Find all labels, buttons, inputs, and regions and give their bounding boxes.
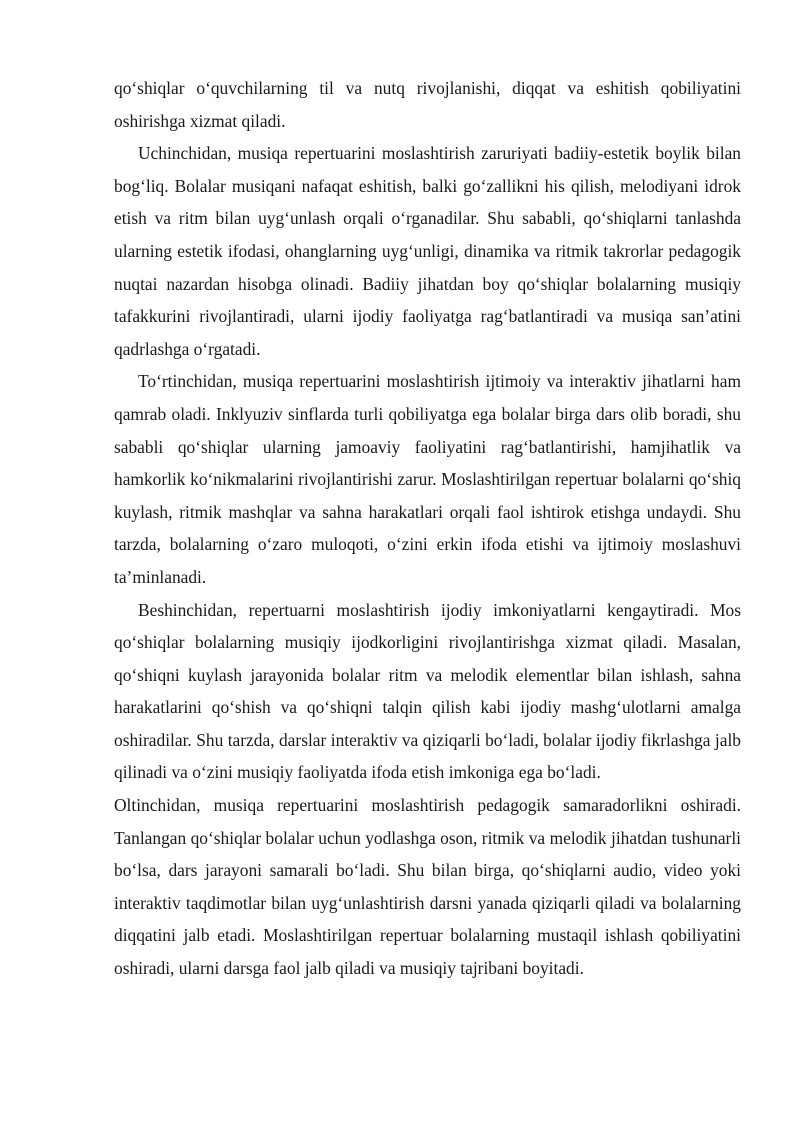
paragraph-continuation: qo‘shiqlar o‘quvchilarning til va nutq rivojlanishi, diqqat va eshitish qobiliyatini oshirishga xizmat qiladi. — [114, 78, 741, 131]
paragraph-third-point: Uchinchidan, musiqa repertuarini moslashtirish zaruriyati badiiy-estetik boylik bilan bog‘liq. Bolalar musiqani nafaqat eshitish, balki go‘zallikni his qilish, melodiyani idrok etish va ritm bilan uyg‘unlash orqali o‘rganadilar. Shu sababli, qo‘shiqlarni tanlashda ularning estetik ifodasi, ohanglarning uyg‘unligi, dinamika va ritmik takrorlar pedagogik nuqtai nazardan hisobga olinadi. Badiiy jihatdan boy qo‘shiqlar bolalarning musiqiy tafakkurini rivojlantiradi, ularni ijodiy faoliyatga rag‘batlantiradi va musiqa san’atini qadrlashga o‘rgatadi. — [114, 143, 741, 359]
paragraph-fifth-point: Beshinchidan, repertuarni moslashtirish ijodiy imkoniyatlarni kengaytiradi. Mos qo‘shiqlar bolalarning musiqiy ijodkorligini rivojlantirishga xizmat qiladi. Masalan, qo‘shiqni kuylash jarayonida bolalar ritm va melodik elementlar bilan ishlash, sahna harakatlarini qo‘shish va qo‘shiqni talqin qilish kabi ijodiy mashg‘ulotlarni amalga oshiradilar. Shu tarzda, darslar interaktiv va qiziqarli bo‘ladi, bolalar ijodiy fikrlashga jalb qilinadi va o‘zini musiqiy faoliyatda ifoda etish imkoniga ega bo‘ladi. — [114, 599, 741, 783]
paragraph-sixth-point: Oltinchidan, musiqa repertuarini moslashtirish pedagogik samaradorlikni oshiradi. Tanlangan qo‘shiqlar bolalar uchun yodlashga oson, ritmik va melodik jihatdan tushunarli bo‘lsa, dars jarayoni samarali bo‘ladi. Shu bilan birga, qo‘shiqlarni audio, video yoki interaktiv taqdimotlar bilan uyg‘unlashtirish darsni yanada qiziqarli qiladi va bolalarning diqqatini jalb etadi. Moslashtirilgan repertuar bolalarning mustaqil ishlash qobiliyatini oshiradi, ularni darsga faol jalb qiladi va musiqiy tajribani boyitadi. — [114, 795, 741, 979]
paragraph-fourth-point: To‘rtinchidan, musiqa repertuarini moslashtirish ijtimoiy va interaktiv jihatlarni ham qamrab oladi. Inklyuziv sinflarda turli qobiliyatga ega bolalar birga dars olib boradi, shu sababli qo‘shiqlar ularning jamoaviy faoliyatini rag‘batlantirishi, hamjihatlik va hamkorlik ko‘nikmalarini rivojlantirishi zarur. Moslashtirilgan repertuar bolalarni qo‘shiq kuylash, ritmik mashqlar va sahna harakatlari orqali faol ishtirok etishga undaydi. Shu tarzda, bolalarning o‘zaro muloqoti, o‘zini erkin ifoda etishi va ijtimoiy moslashuvi ta’minlanadi. — [114, 371, 741, 587]
document-page — [114, 72, 741, 985]
